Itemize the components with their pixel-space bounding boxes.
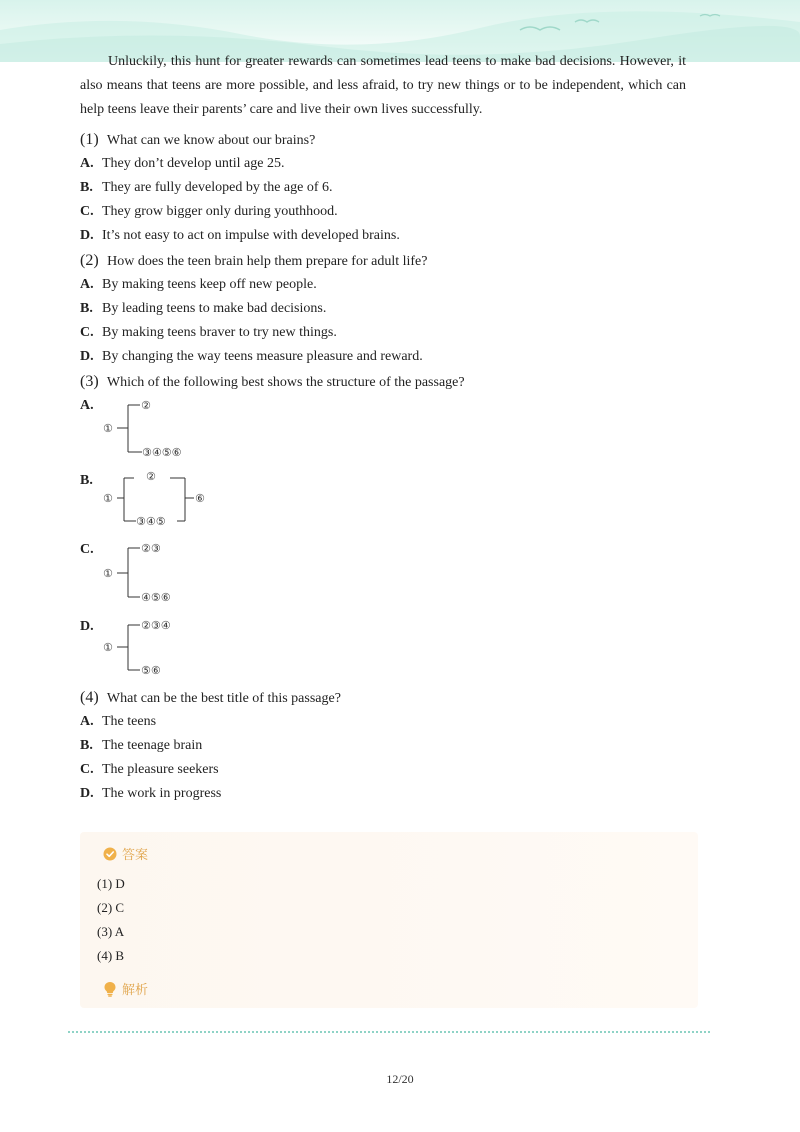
question-stem: What can we know about our brains? xyxy=(106,133,316,148)
answer-line: (3) A xyxy=(97,924,125,939)
option-letter: C. xyxy=(80,542,94,557)
answer-panel xyxy=(80,832,698,1008)
structure-diagram-c xyxy=(100,538,210,606)
question-stem: How does the teen brain help them prepare for adult life? xyxy=(107,254,428,269)
option-letter: B. xyxy=(80,301,93,316)
answer-line: (2) C xyxy=(97,900,125,915)
structure-diagram-b xyxy=(100,468,220,530)
diagram-upper: ② xyxy=(141,399,151,412)
option-1a[interactable] xyxy=(80,154,284,174)
option-letter: A. xyxy=(80,398,94,413)
reading-passage xyxy=(80,50,686,122)
diagram-upper: ② xyxy=(146,470,156,483)
option-3b[interactable] xyxy=(80,471,102,491)
option-text: The work in progress xyxy=(102,786,222,801)
option-text: By making teens keep off new people. xyxy=(102,277,317,292)
option-letter: C. xyxy=(80,204,94,219)
question-1 xyxy=(80,130,315,151)
option-text: They don’t develop until age 25. xyxy=(102,156,285,171)
answer-heading-label: 答案 xyxy=(122,848,149,863)
option-letter: D. xyxy=(80,228,94,243)
option-4b[interactable] xyxy=(80,736,202,756)
option-1c[interactable] xyxy=(80,202,338,222)
answer-heading[interactable] xyxy=(103,847,148,865)
option-2a[interactable] xyxy=(80,275,317,295)
option-letter: B. xyxy=(80,738,93,753)
option-2d[interactable] xyxy=(80,347,423,367)
question-3 xyxy=(80,372,465,393)
diagram-root: ① xyxy=(103,422,113,435)
option-text: The teens xyxy=(102,714,157,729)
diagram-lower: ④⑤⑥ xyxy=(141,591,171,604)
option-letter: A. xyxy=(80,156,94,171)
option-4d[interactable] xyxy=(80,784,221,804)
option-text: They grow bigger only during youthhood. xyxy=(102,204,338,219)
diagram-upper: ②③④ xyxy=(141,619,171,632)
option-1b[interactable] xyxy=(80,178,333,198)
option-4a[interactable] xyxy=(80,712,156,732)
question-4 xyxy=(80,688,341,709)
option-text: By leading teens to make bad decisions. xyxy=(102,301,327,316)
option-text: By making teens braver to try new things. xyxy=(102,325,337,340)
diagram-root: ① xyxy=(103,567,113,580)
option-text: The teenage brain xyxy=(102,738,203,753)
diagram-lower: ⑤⑥ xyxy=(141,664,161,677)
option-letter: A. xyxy=(80,277,94,292)
option-letter: D. xyxy=(80,619,94,634)
option-text: By changing the way teens measure pleasure and reward. xyxy=(102,349,423,364)
answer-line: (4) B xyxy=(97,948,125,963)
diagram-end: ⑥ xyxy=(195,492,205,505)
option-text: It’s not easy to act on impulse with developed brains. xyxy=(102,228,400,243)
option-4c[interactable] xyxy=(80,760,219,780)
option-2c[interactable] xyxy=(80,323,337,343)
option-letter: D. xyxy=(80,786,94,801)
option-3c[interactable] xyxy=(80,540,102,560)
section-divider xyxy=(68,1031,710,1033)
diagram-lower: ③④⑤ xyxy=(136,515,166,528)
analysis-heading[interactable] xyxy=(103,981,148,1000)
option-letter: C. xyxy=(80,762,94,777)
question-number: (2) xyxy=(80,252,99,269)
option-1d[interactable] xyxy=(80,226,400,246)
option-letter: B. xyxy=(80,180,93,195)
option-text: The pleasure seekers xyxy=(102,762,219,777)
structure-diagram-d xyxy=(100,616,210,682)
option-letter: C. xyxy=(80,325,94,340)
analysis-heading-label: 解析 xyxy=(122,983,149,998)
option-letter: A. xyxy=(80,714,94,729)
structure-diagram-a xyxy=(100,396,210,464)
question-number: (4) xyxy=(80,689,99,706)
option-3a[interactable] xyxy=(80,396,102,416)
question-stem: What can be the best title of this passage? xyxy=(106,691,341,706)
question-number: (1) xyxy=(80,131,99,148)
check-circle-icon xyxy=(103,847,117,861)
question-number: (3) xyxy=(80,373,99,390)
diagram-upper: ②③ xyxy=(141,542,161,555)
option-2b[interactable] xyxy=(80,299,326,319)
option-3d[interactable] xyxy=(80,617,102,637)
page-number: 12/20 xyxy=(386,1072,414,1086)
diagram-root: ① xyxy=(103,641,113,654)
option-text: They are fully developed by the age of 6. xyxy=(102,180,333,195)
passage-paragraph: Unluckily, this hunt for greater rewards can sometimes lead teens to make bad decisions. However, it also means that teens are more possible, and less afraid, to try new things or to be independent, which can help teens leave their parents’ care and live their own lives successfully. xyxy=(80,54,686,117)
question-stem: Which of the following best shows the structure of the passage? xyxy=(106,375,465,390)
answer-line: (1) D xyxy=(97,876,125,891)
diagram-root: ① xyxy=(103,492,113,505)
option-letter: B. xyxy=(80,473,93,488)
lightbulb-icon xyxy=(103,981,117,997)
question-2 xyxy=(80,251,427,272)
option-letter: D. xyxy=(80,349,94,364)
diagram-lower: ③④⑤⑥ xyxy=(142,446,182,459)
